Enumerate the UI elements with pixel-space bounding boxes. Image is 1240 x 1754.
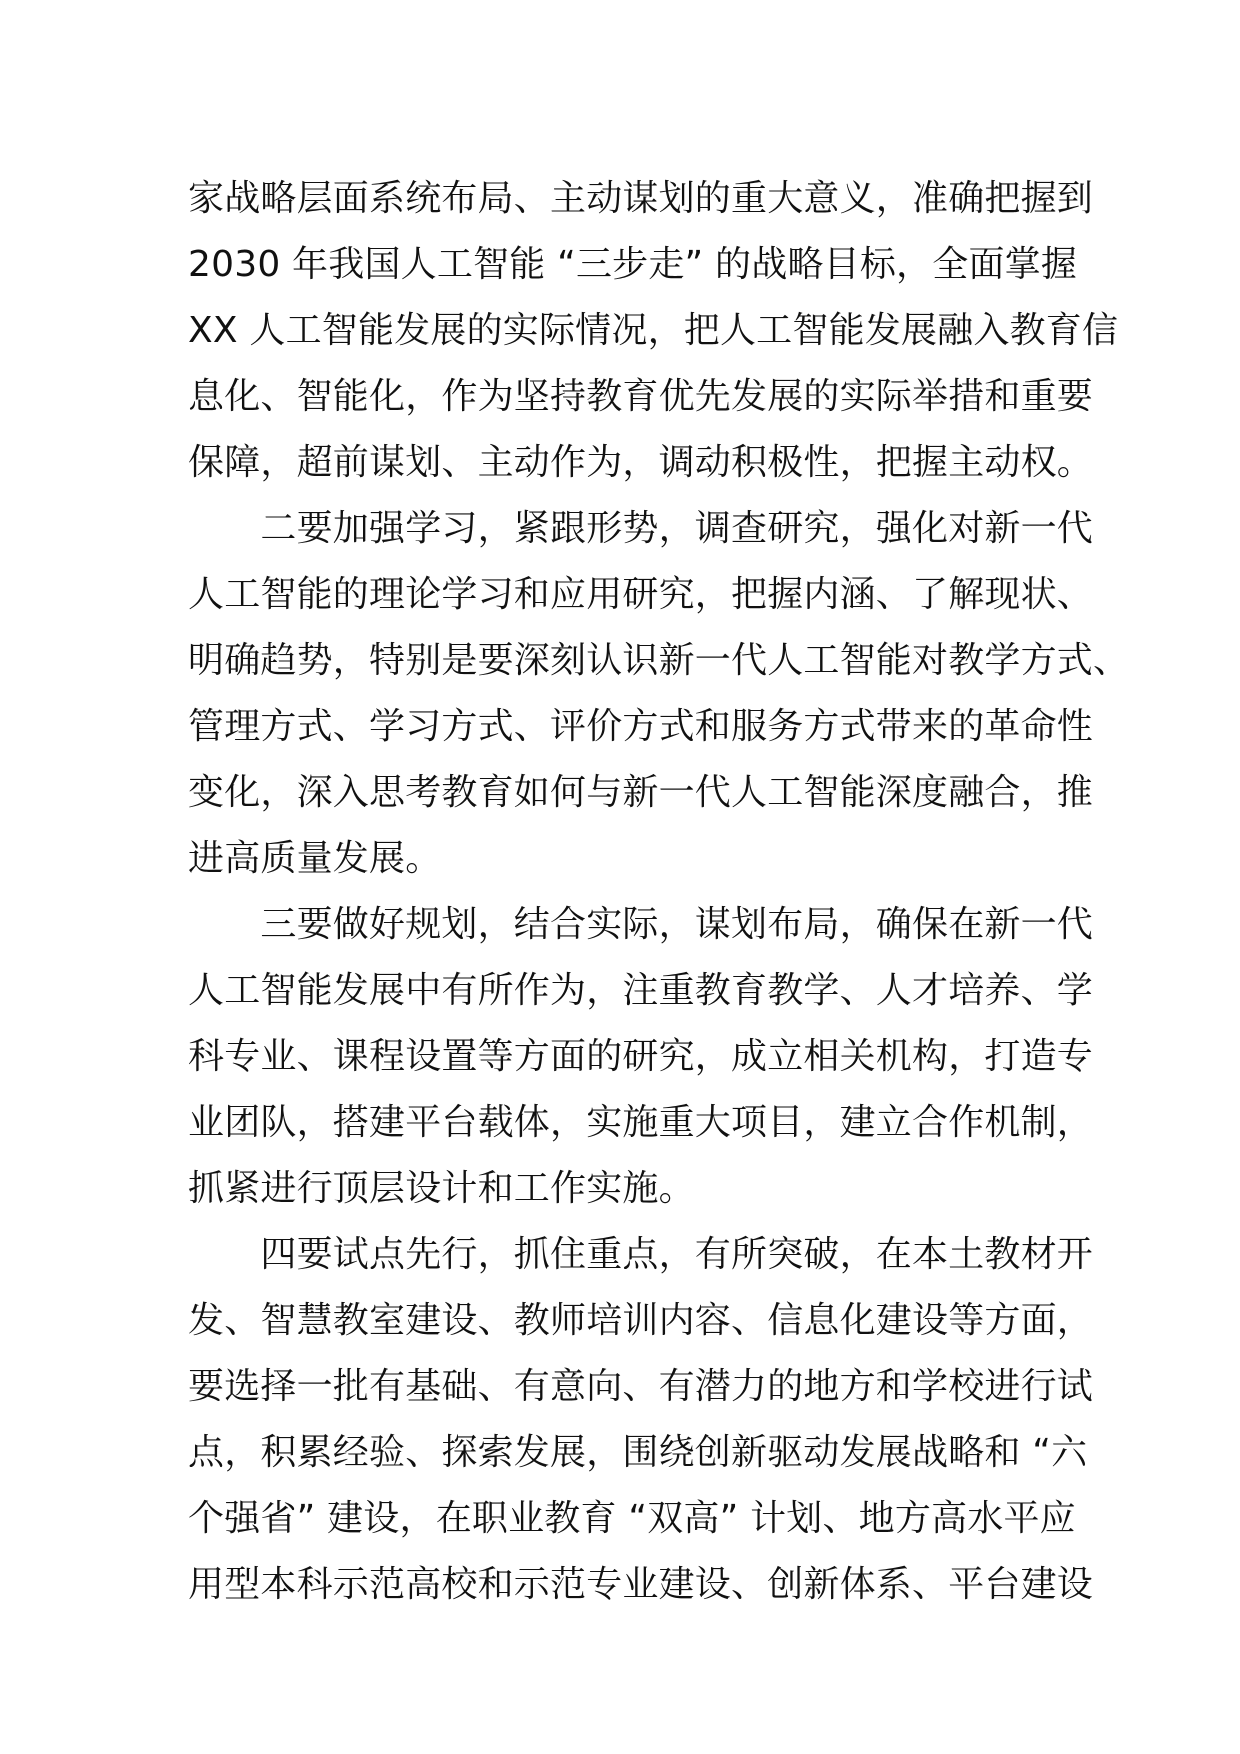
text-line: 息化、智能化，作为坚持教育优先发展的实际举措和重要 [188,376,1094,417]
text-line: 管理方式、学习方式、评价方式和服务方式带来的革命性 [188,706,1094,747]
text-line: XX 人工智能发展的实际情况，把人工智能发展融入教育信 [188,310,1119,351]
text-line: 人工智能发展中有所作为，注重教育教学、人才培养、学 [188,970,1094,1011]
paragraph-start-line: 四要试点先行，抓住重点，有所突破，在本土教材开 [188,1234,1094,1275]
text-line: 家战略层面系统布局、主动谋划的重大意义，准确把握到 [188,178,1094,219]
document-body [188,166,1130,1618]
text-line: 科专业、课程设置等方面的研究，成立相关机构，打造专 [188,1036,1094,1077]
paragraph-start-line: 三要做好规划，结合实际，谋划布局，确保在新一代 [188,904,1094,945]
text-line: 发、智慧教室建设、教师培训内容、信息化建设等方面， [188,1300,1094,1341]
text-line: 保障，超前谋划、主动作为，调动积极性，把握主动权。 [188,442,1094,483]
text-line: 进高质量发展。 [188,838,442,879]
text-line: 用型本科示范高校和示范专业建设、创新体系、平台建设 [188,1564,1094,1605]
text-line: 2030 年我国人工智能 “三步走” 的战略目标，全面掌握 [188,244,1078,285]
text-line: 个强省” 建设，在职业教育 “双高” 计划、地方高水平应 [188,1498,1076,1539]
text-line: 业团队，搭建平台载体，实施重大项目，建立合作机制， [188,1102,1094,1143]
paragraph-start-line: 二要加强学习，紧跟形势，调查研究，强化对新一代 [188,508,1094,549]
text-line: 人工智能的理论学习和应用研究，把握内涵、了解现状、 [188,574,1094,615]
text-line: 明确趋势，特别是要深刻认识新一代人工智能对教学方式、 [188,640,1130,681]
text-line: 抓紧进行顶层设计和工作实施。 [188,1168,695,1209]
text-line: 变化，深入思考教育如何与新一代人工智能深度融合，推 [188,772,1094,813]
text-line: 点，积累经验、探索发展，围绕创新驱动发展战略和 “六 [188,1432,1088,1473]
text-line: 要选择一批有基础、有意向、有潜力的地方和学校进行试 [188,1366,1094,1407]
